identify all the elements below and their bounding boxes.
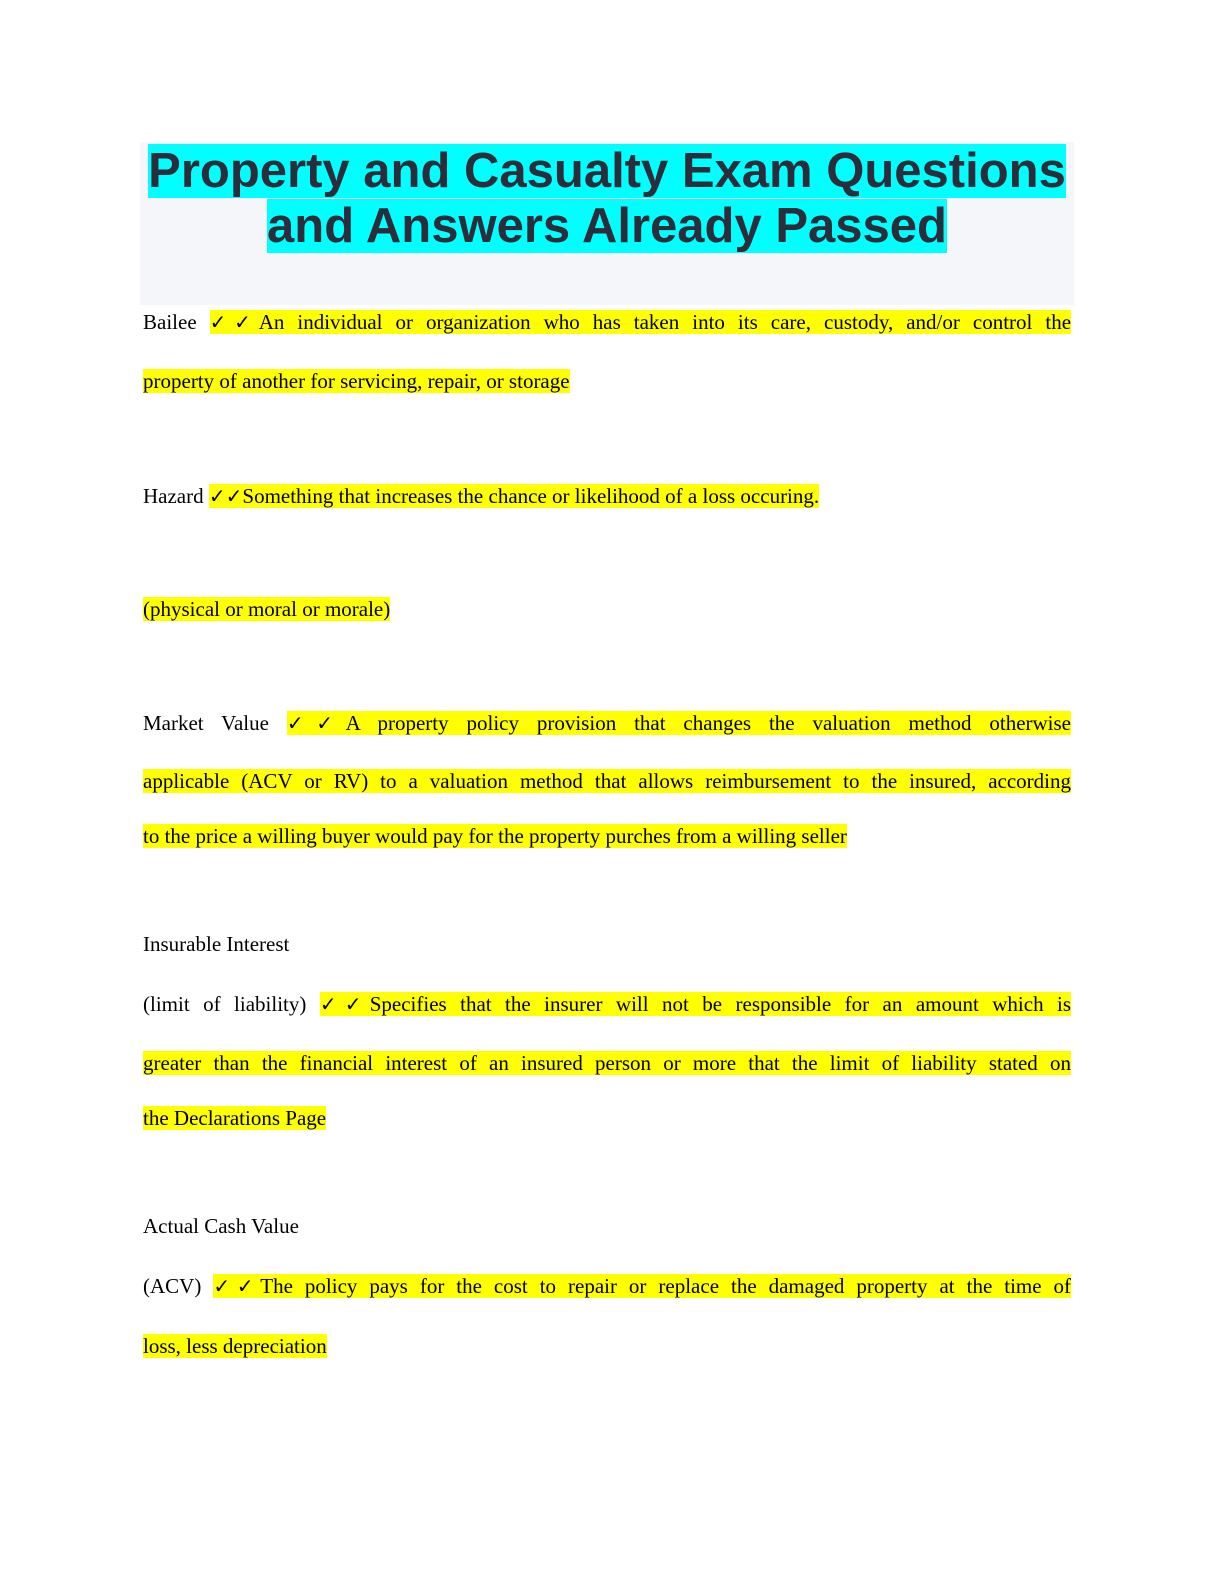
answer: to the price a willing buyer would pay for the property purches from a willing seller (143, 824, 847, 848)
entry-line (143, 1214, 299, 1239)
check-icon: ✓✓ (213, 1274, 261, 1298)
answer: ✓✓Specifies that the insurer will not be responsible for an amount which is (319, 992, 1072, 1016)
term-qualifier: (ACV) (143, 1274, 202, 1298)
term: Hazard (143, 484, 204, 508)
entry-line (143, 369, 570, 394)
entry-line (143, 824, 847, 849)
answer: greater than the financial interest of an insured person or more that the limit of liability stated on (143, 1051, 1071, 1075)
entry-line (143, 711, 1071, 736)
answer: (physical or moral or morale) (143, 597, 391, 621)
answer: the Declarations Page (143, 1106, 327, 1130)
check-icon: ✓✓ (319, 992, 370, 1016)
entry-line (143, 932, 289, 957)
answer: property of another for servicing, repair, or storage (143, 369, 570, 393)
entry-line (143, 992, 1071, 1017)
answer: ✓✓A property policy provision that changes the valuation method otherwise (286, 711, 1071, 735)
entry-line (143, 1274, 1071, 1299)
term: Market Value (143, 711, 269, 735)
answer: applicable (ACV or RV) to a valuation method that allows reimbursement to the insured, according (143, 769, 1071, 793)
entry-line (143, 1106, 326, 1131)
answer: loss, less depreciation (143, 1334, 327, 1358)
entry-line (143, 484, 819, 509)
check-icon: ✓✓ (286, 711, 346, 735)
title-line-1: Property and Casualty Exam Questions (148, 144, 1066, 198)
term: Insurable Interest (143, 932, 290, 956)
check-icon: ✓✓ (208, 484, 243, 508)
entry-line (143, 310, 1071, 335)
answer: ✓✓An individual or organization who has taken into its care, custody, and/or control the (209, 310, 1072, 334)
page-title (140, 142, 1074, 254)
entry-line (143, 1334, 327, 1359)
term: Bailee (143, 310, 197, 334)
entry-line (143, 769, 1071, 794)
answer: ✓✓Something that increases the chance or likelihood of a loss occuring. (208, 484, 820, 508)
entry-line (143, 1051, 1071, 1076)
entry-line (143, 597, 390, 622)
title-box (140, 142, 1074, 305)
title-line-2: and Answers Already Passed (267, 199, 947, 253)
term: Actual Cash Value (143, 1214, 299, 1238)
term-qualifier: (limit of liability) (143, 992, 307, 1016)
check-icon: ✓✓ (209, 310, 259, 334)
answer: ✓✓The policy pays for the cost to repair or replace the damaged property at the time of (213, 1274, 1072, 1298)
